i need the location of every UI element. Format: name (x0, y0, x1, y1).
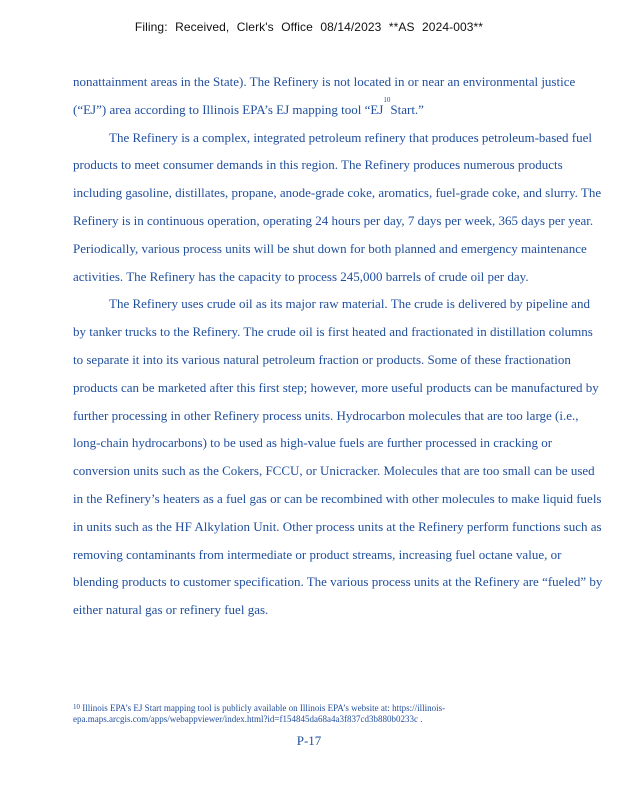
document-body (73, 68, 603, 624)
footnote-ref: 10 (383, 95, 391, 104)
paragraph-2: The Refinery is a complex, integrated petroleum refinery that produces petroleum-based fuel products to meet consumer demands in this region. The Refinery produces numerous products including gasoline, distillates, propane, anode-grade coke, aromatics, fuel-grade coke, and slurry. The Refinery is in continuous operation, operating 24 hours per day, 7 days per week, 365 days per year. Periodically, various process units will be shut down for both planned and emergency maintenance activities. The Refinery has the capacity to process 245,000 barrels of crude oil per day. (73, 129, 602, 284)
paragraph-1 (73, 68, 603, 124)
footnote (73, 703, 513, 725)
paragraph-3: The Refinery uses crude oil as its major raw material. The crude is delivered by pipeline and by tanker trucks to the Refinery. The crude oil is first heated and fractionated in distillation columns to separate it into its various natural petroleum fraction or products. Some of these fractionation products can be marketed after this first step; however, more useful products can be manufactured by further processing in other Refinery process units. Hydrocarbon molecules that are too large (i.e., long-chain hydrocarbons) to be used as high-value fuels are further processed in cracking or conversion units such as the Cokers, FCCU, or Unicracker. Molecules that are too small can be used in the Refinery’s heaters as a fuel gas or can be recombined with other molecules to make liquid fuels in units such as the HF Alkylation Unit. Other process units at the Refinery perform functions such as removing contaminants from intermediate or product streams, increasing fuel octane value, or blending products to customer specification. The various process units at the Refinery are “fueled” by either natural gas or refinery fuel gas. (73, 296, 603, 618)
paragraph-1-end: Start.” (390, 101, 424, 117)
footnote-text: Illinois EPA’s EJ Start mapping tool is publicly available on Illinois EPA’s website at: https://illinois-epa.maps.arcgis.com/apps/webappviewer/index.html?id=f154845da68a4a3f837cd3b880b0233c . (73, 703, 446, 724)
filing-stamp-header: Filing: Received, Clerk's Office 08/14/2023 **AS 2024-003** (134, 20, 484, 34)
page-number: P-17 (296, 733, 322, 748)
footnote-number: 10 (73, 703, 80, 711)
paragraph-1-text: nonattainment areas in the State). The Refinery is not located in or near an environmental justice (“EJ”) area according to Illinois EPA’s EJ mapping tool “EJ (73, 74, 576, 117)
